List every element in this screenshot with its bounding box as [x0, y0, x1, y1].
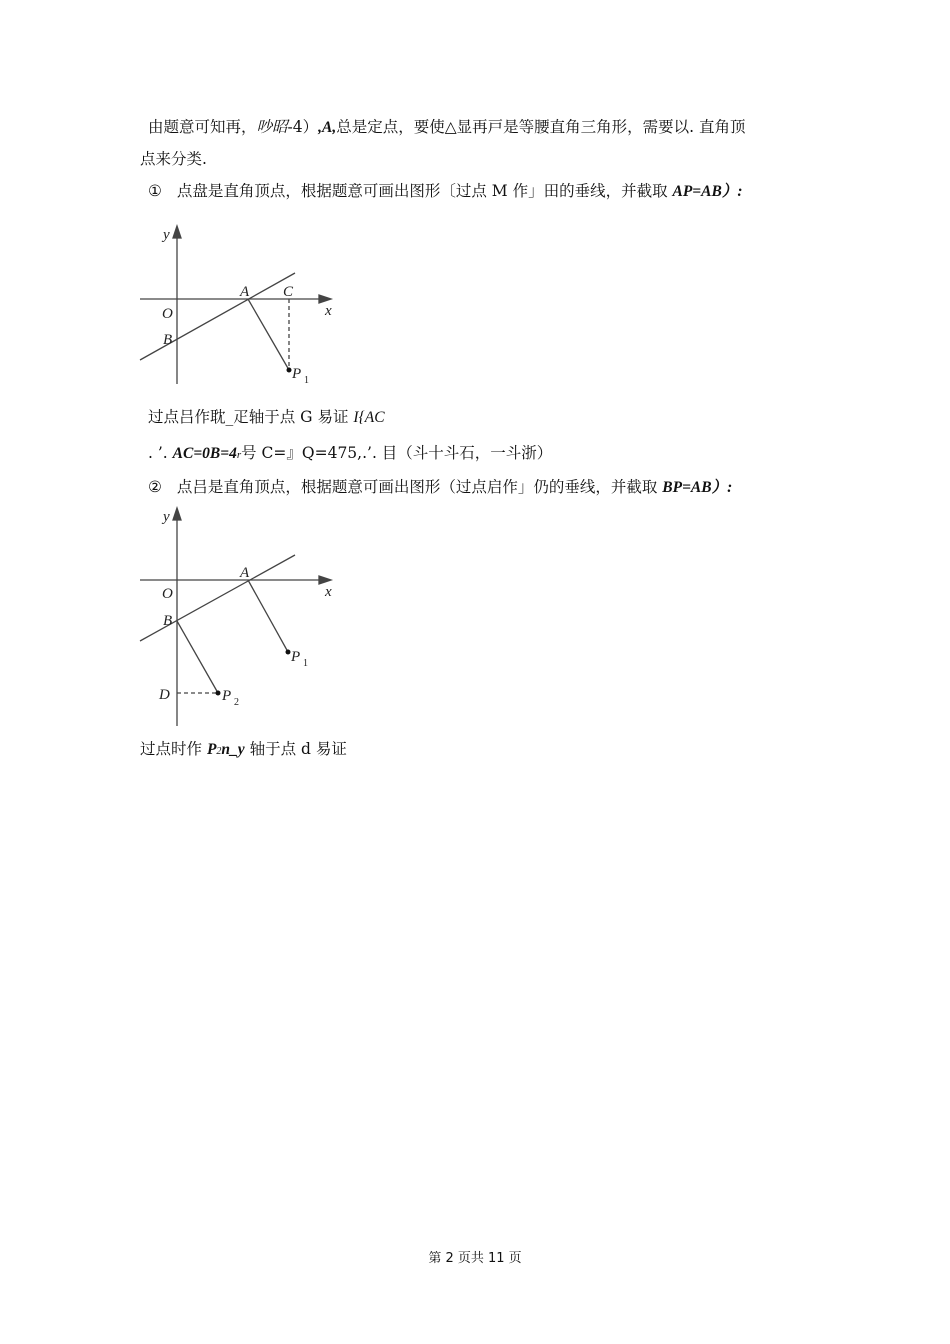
segment-ap1 — [248, 580, 288, 652]
segment-ap1 — [248, 299, 289, 370]
page-footer: 第 2 页共 11 页 — [428, 1251, 522, 1266]
x-axis-arrow-icon — [319, 295, 331, 303]
label-x: x — [325, 584, 332, 600]
label-p2: P — [222, 688, 232, 704]
point-p1 — [286, 650, 291, 655]
label-p1-subscript: 1 — [303, 658, 308, 669]
figure-1-graph — [130, 222, 360, 394]
label-y: y — [163, 509, 170, 525]
text-segment: r — [236, 449, 242, 461]
note-line-1 — [148, 406, 385, 429]
text-segment: 号 C=』Q=475,.’. 目（斗十斗石，一斗浙） — [241, 444, 553, 462]
text-segment: -4） — [287, 118, 319, 136]
text-segment: 点盘是直角顶点，根据题意可画出图形〔过点 M 作」田的垂线，并截取 — [176, 182, 673, 200]
text-segment: 点吕是直角顶点，根据题意可画出图形（过点启作」仍的垂线，并截取 — [176, 478, 663, 496]
label-c: C — [283, 284, 294, 300]
label-y: y — [163, 227, 170, 243]
figure-2-graph — [130, 504, 360, 730]
y-axis-arrow-icon — [173, 226, 181, 238]
label-b: B — [163, 613, 173, 629]
label-o: O — [162, 306, 173, 322]
text-segment: 过点时作 — [140, 740, 207, 758]
segment-bp2 — [177, 621, 218, 693]
text-segment: I{AC — [353, 409, 385, 426]
label-a: A — [240, 284, 250, 300]
note-line-2 — [148, 442, 552, 466]
label-a: A — [240, 565, 250, 581]
label-p1: P — [291, 649, 301, 665]
text-segment: 由题意可知再， — [148, 118, 257, 136]
text-segment: BP=AB）: — [662, 479, 733, 496]
text-segment: 总是定点，要使△显再戸是等腰直角三角形，需要以. 直角顶 — [336, 118, 746, 136]
text-segment: AC=0B=4 — [172, 445, 237, 462]
label-o: O — [162, 586, 173, 602]
text-segment: n_y — [221, 741, 245, 758]
label-x: x — [325, 303, 332, 319]
case-2-heading — [148, 476, 732, 499]
paragraph-line-2: 点来分类. — [140, 150, 207, 168]
text-segment: 轴于点 d 易证 — [244, 740, 347, 758]
y-axis-arrow-icon — [173, 508, 181, 520]
point-p2 — [216, 691, 221, 696]
text-segment: ,A, — [318, 119, 337, 136]
text-segment: P — [206, 741, 217, 758]
text-segment: 吵昭 — [256, 119, 288, 136]
label-d: D — [159, 687, 170, 703]
text-segment: . ’. — [148, 444, 173, 462]
label-p1-subscript: 1 — [304, 375, 309, 386]
case-number: ② — [148, 478, 162, 496]
label-p2-subscript: 2 — [234, 697, 239, 708]
x-axis-arrow-icon — [319, 576, 331, 584]
text-segment: 2 — [216, 746, 222, 757]
text-segment: AP=AB）: — [672, 183, 743, 200]
label-p1: P — [292, 366, 302, 382]
label-b: B — [163, 332, 173, 348]
paragraph-line-1 — [148, 116, 746, 139]
text-segment: 过点吕作耽_疋轴于点 G 易证 — [148, 408, 354, 426]
case-1-heading — [148, 180, 742, 203]
note-line-3 — [140, 738, 347, 763]
case-number: ① — [148, 182, 162, 200]
point-p1 — [287, 368, 292, 373]
